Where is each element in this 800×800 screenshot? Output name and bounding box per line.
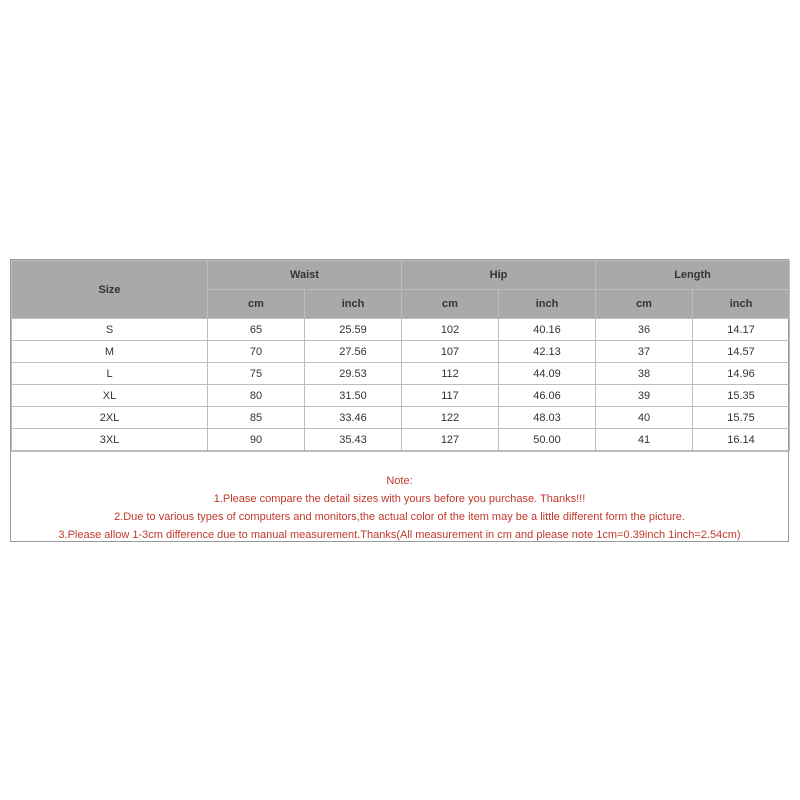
table-row — [12, 407, 790, 429]
measurement-cell: 31.50 — [305, 385, 402, 407]
measurement-cell: 65 — [208, 319, 305, 341]
measurement-cell: 70 — [208, 341, 305, 363]
table-row — [12, 429, 790, 451]
measurement-cell: 35.43 — [305, 429, 402, 451]
note-line: 1.Please compare the detail sizes with yours before you purchase. Thanks!!! — [213, 493, 586, 505]
size-cell: L — [12, 363, 208, 385]
unit-header: cm — [402, 290, 499, 319]
measurement-cell: 38 — [596, 363, 693, 385]
measurement-cell: 33.46 — [305, 407, 402, 429]
measurement-cell: 112 — [402, 363, 499, 385]
note-line: 3.Please allow 1-3cm difference due to manual measurement.Thanks(All measurement in cm and please note 1cm=0.39inch 1inch=2.54cm) — [58, 529, 741, 541]
table-header-group-row — [12, 261, 790, 290]
hip-group-header: Hip — [402, 261, 596, 290]
measurement-cell: 15.75 — [693, 407, 790, 429]
measurement-cell: 46.06 — [499, 385, 596, 407]
measurement-cell: 15.35 — [693, 385, 790, 407]
size-cell: XL — [12, 385, 208, 407]
measurement-cell: 36 — [596, 319, 693, 341]
measurement-cell: 40 — [596, 407, 693, 429]
size-chart — [10, 259, 789, 542]
length-group-header: Length — [596, 261, 790, 290]
size-cell: S — [12, 319, 208, 341]
table-row — [12, 341, 790, 363]
unit-header: inch — [305, 290, 402, 319]
table-row — [12, 363, 790, 385]
measurement-cell: 90 — [208, 429, 305, 451]
waist-group-header: Waist — [208, 261, 402, 290]
measurement-cell: 41 — [596, 429, 693, 451]
measurement-cell: 80 — [208, 385, 305, 407]
unit-header: inch — [693, 290, 790, 319]
measurement-cell: 75 — [208, 363, 305, 385]
size-cell: M — [12, 341, 208, 363]
measurement-cell: 44.09 — [499, 363, 596, 385]
measurement-cell: 37 — [596, 341, 693, 363]
measurement-cell: 48.03 — [499, 407, 596, 429]
measurement-cell: 40.16 — [499, 319, 596, 341]
measurement-cell: 122 — [402, 407, 499, 429]
size-column-header: Size — [12, 261, 208, 319]
measurement-cell: 27.56 — [305, 341, 402, 363]
size-table — [11, 260, 790, 451]
notes-section — [11, 451, 788, 541]
table-body — [12, 319, 790, 451]
measurement-cell: 14.57 — [693, 341, 790, 363]
table-row — [12, 385, 790, 407]
unit-header: cm — [596, 290, 693, 319]
measurement-cell: 42.13 — [499, 341, 596, 363]
table-row — [12, 319, 790, 341]
note-line: 2.Due to various types of computers and monitors,the actual color of the item may be a little different form the picture. — [114, 511, 685, 523]
measurement-cell: 85 — [208, 407, 305, 429]
notes-title: Note: — [386, 475, 413, 487]
measurement-cell: 50.00 — [499, 429, 596, 451]
measurement-cell: 14.17 — [693, 319, 790, 341]
unit-header: inch — [499, 290, 596, 319]
measurement-cell: 14.96 — [693, 363, 790, 385]
measurement-cell: 16.14 — [693, 429, 790, 451]
measurement-cell: 127 — [402, 429, 499, 451]
measurement-cell: 102 — [402, 319, 499, 341]
size-cell: 3XL — [12, 429, 208, 451]
measurement-cell: 117 — [402, 385, 499, 407]
unit-header: cm — [208, 290, 305, 319]
measurement-cell: 25.59 — [305, 319, 402, 341]
size-cell: 2XL — [12, 407, 208, 429]
measurement-cell: 107 — [402, 341, 499, 363]
measurement-cell: 39 — [596, 385, 693, 407]
measurement-cell: 29.53 — [305, 363, 402, 385]
